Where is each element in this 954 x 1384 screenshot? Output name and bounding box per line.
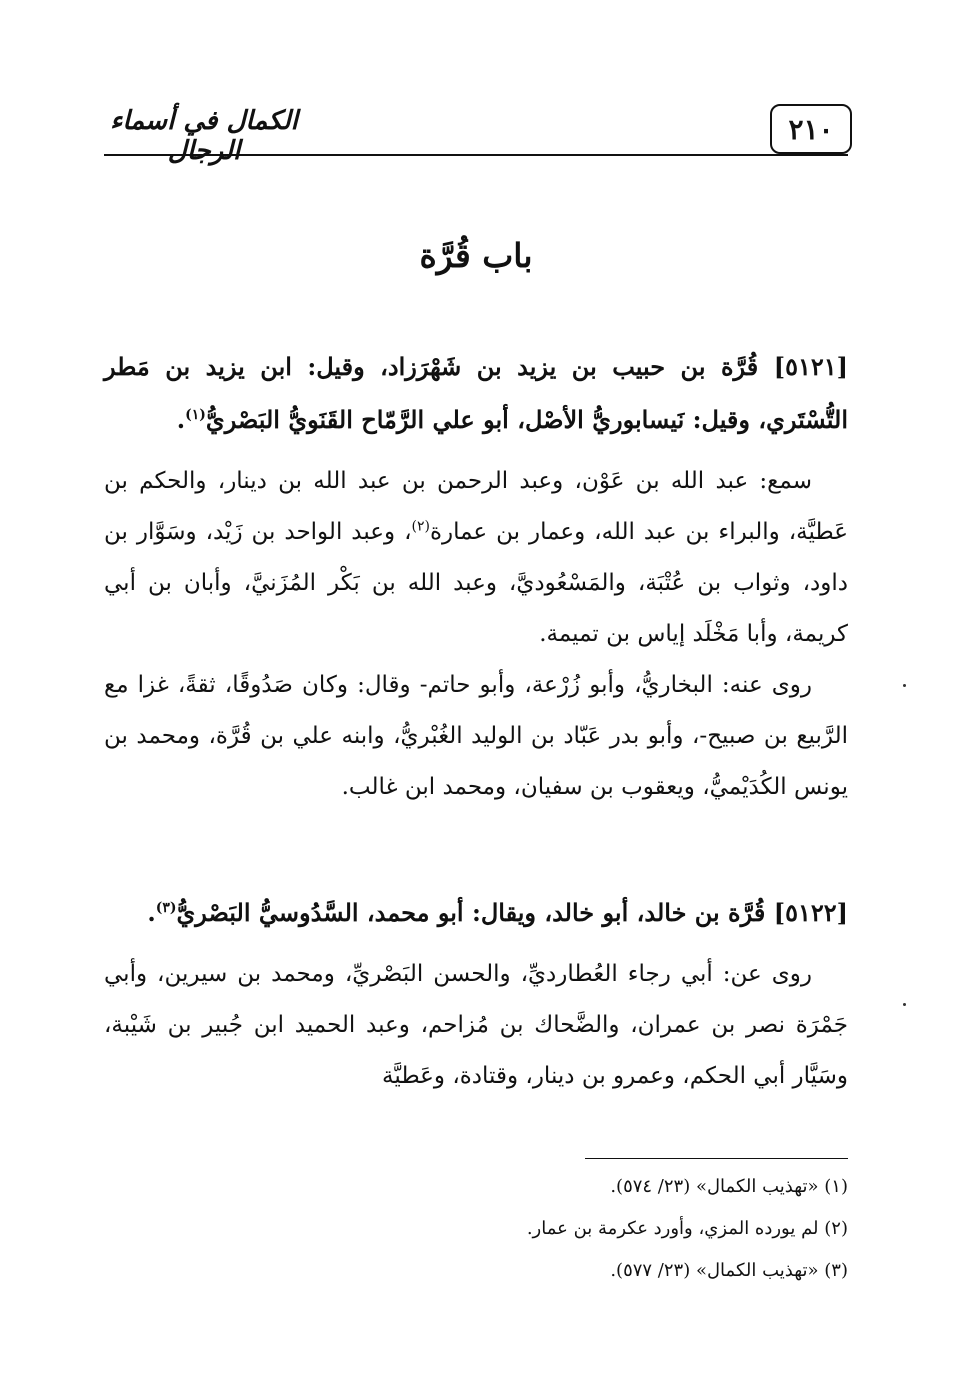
entry-title-end: . [147, 898, 156, 927]
scan-speck [903, 684, 906, 687]
paragraph-text: ، وعبد الواحد بن زَيْد، وسَوَّار بن داود، وثواب بن عُتْبَة، والمَسْعُوديَّ، وعبد الله بن بَكْر المُزَنيَّ، وأبان بن أبي كريمة، وأبا مَخْلَد إياس بن تميمة. [104, 519, 848, 647]
footnote-1: (١) «تهذيب الكمال» (٢٣/ ٥٧٤). [610, 1176, 848, 1197]
page-number: ٢١٠ [770, 104, 852, 154]
entry-number: [٥١٢١] [773, 352, 848, 381]
running-title: الكمال في أسماء الرجال [110, 106, 298, 166]
footnote-ref: (١) [185, 407, 206, 423]
entry-paragraph [104, 660, 848, 813]
paragraph-text: روى عنه: البخاريُّ، وأبو زُرْعة، وأبو حاتم- وقال: وكان صَدُوقًا، ثقةً، غزا مع الرَّبيع بن صبيح-، وأبو بدر عَبّاد بن الوليد الغُبْريُّ، وابنه علي بن قُرَّة، ومحمد بن يونس الكُدَيْميُّ، ويعقوب بن سفيان، ومحمد ابن غالب. [104, 672, 848, 800]
entry-5122 [104, 886, 848, 1102]
footnote-2: (٢) لم يورده المزي، وأورد عكرمة بن عمار. [526, 1218, 848, 1239]
chapter-heading: باب قُرَّة [419, 236, 533, 275]
footnote-3: (٣) «تهذيب الكمال» (٢٣/ ٥٧٧). [610, 1260, 848, 1281]
footnote-ref: (٢) [411, 518, 430, 535]
footnote-rule [585, 1158, 848, 1159]
paragraph-text: روى عن: أبي رجاء العُطارديِّ، والحسن البَصْريِّ، ومحمد بن سيرين، وأبي جَمْرَة نصر بن عمران، والضَّحاك بن مُزاحم، وعبد الحميد ابن جُبير بن شَيْبة، وسَيَّار أبي الحكم، وعمرو بن دينار، وقتادة، وعَطيَّة [104, 961, 848, 1089]
header-rule [104, 154, 848, 156]
footnotes [104, 1166, 848, 1292]
entry-title-text: قُرَّة بن حبيب بن يزيد بن شَهْرَزاد، وقيل: ابن يزيد بن مَطر التُّسْتَري، وقيل: نَيسابوريُّ الأصْل، أبو علي الرَّمّاح القَنَويُّ البَصْريُّ [104, 352, 848, 434]
entry-number: [٥١٢٢] [773, 898, 848, 927]
entry-title [104, 340, 848, 446]
entry-title-text: قُرَّة بن خالد، أبو خالد، ويقال: أبو محمد، السَّدُوسيُّ البَصْريُّ [176, 898, 766, 927]
entry-title [104, 886, 848, 939]
footnote-ref: (٣) [155, 900, 177, 916]
paragraph-text: سمع: عبد الله بن عَوْن، وعبد الرحمن بن عبد الله بن دينار، والحكم بن عَطيَّة، والبراء بن عبد الله، وعمار بن عمارة [104, 468, 848, 545]
entry-5121 [104, 340, 848, 813]
entry-paragraph [104, 949, 848, 1102]
entry-paragraph [104, 456, 848, 660]
entry-title-end: . [176, 405, 186, 434]
scan-speck [903, 1003, 906, 1006]
